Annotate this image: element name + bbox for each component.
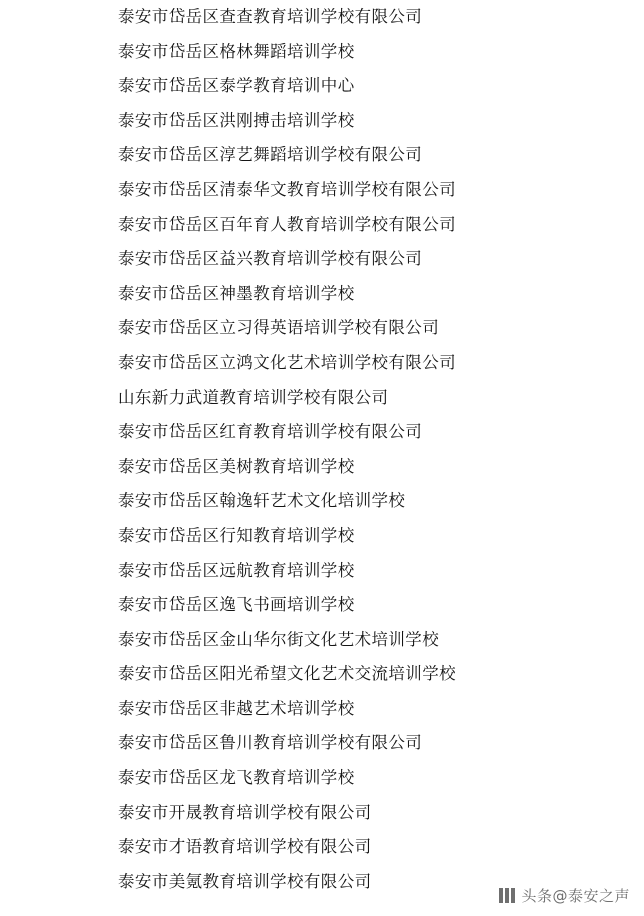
list-item: 泰安市岱岳区立鸿文化艺术培训学校有限公司 <box>118 352 456 372</box>
list-item: 泰安市岱岳区行知教育培训学校 <box>118 525 355 545</box>
list-item: 泰安市岱岳区阳光希望文化艺术交流培训学校 <box>118 664 456 684</box>
school-name-list <box>118 0 618 899</box>
list-item: 泰安市岱岳区鲁川教育培训学校有限公司 <box>118 733 423 753</box>
list-item: 泰安市岱岳区益兴教育培训学校有限公司 <box>118 249 423 269</box>
list-item: 泰安市岱岳区格林舞蹈培训学校 <box>118 41 355 61</box>
list-item: 山东新力武道教育培训学校有限公司 <box>118 387 389 407</box>
list-item: 泰安市岱岳区远航教育培训学校 <box>118 560 355 580</box>
list-item: 泰安市岱岳区清泰华文教育培训学校有限公司 <box>118 179 456 199</box>
list-item: 泰安市岱岳区查查教育培训学校有限公司 <box>118 7 423 26</box>
list-item: 泰安市岱岳区神墨教育培训学校 <box>118 283 355 303</box>
list-item: 泰安市美氪教育培训学校有限公司 <box>118 871 372 891</box>
list-item: 泰安市岱岳区红育教育培训学校有限公司 <box>118 422 423 442</box>
watermark <box>499 885 630 906</box>
list-item: 泰安市岱岳区立习得英语培训学校有限公司 <box>118 318 440 338</box>
list-item: 泰安市才语教育培训学校有限公司 <box>118 837 372 857</box>
list-item: 泰安市岱岳区非越艺术培训学校 <box>118 698 355 718</box>
list-item: 泰安市岱岳区金山华尔街文化艺术培训学校 <box>118 629 440 649</box>
list-item: 泰安市岱岳区洪刚搏击培训学校 <box>118 110 355 130</box>
list-item: 泰安市岱岳区龙飞教育培训学校 <box>118 768 355 788</box>
list-item: 泰安市岱岳区翰逸轩艺术文化培训学校 <box>118 491 406 511</box>
list-item: 泰安市开晟教育培训学校有限公司 <box>118 802 372 822</box>
list-item: 泰安市岱岳区泰学教育培训中心 <box>118 76 355 96</box>
list-item: 泰安市岱岳区淳艺舞蹈培训学校有限公司 <box>118 145 423 165</box>
watermark-text: 头条@泰安之声 <box>521 887 630 905</box>
list-item: 泰安市岱岳区逸飞书画培训学校 <box>118 595 355 615</box>
list-item: 泰安市岱岳区美树教育培训学校 <box>118 456 355 476</box>
list-item: 泰安市岱岳区百年育人教育培训学校有限公司 <box>118 214 456 234</box>
toutiao-bars-icon <box>499 887 516 904</box>
